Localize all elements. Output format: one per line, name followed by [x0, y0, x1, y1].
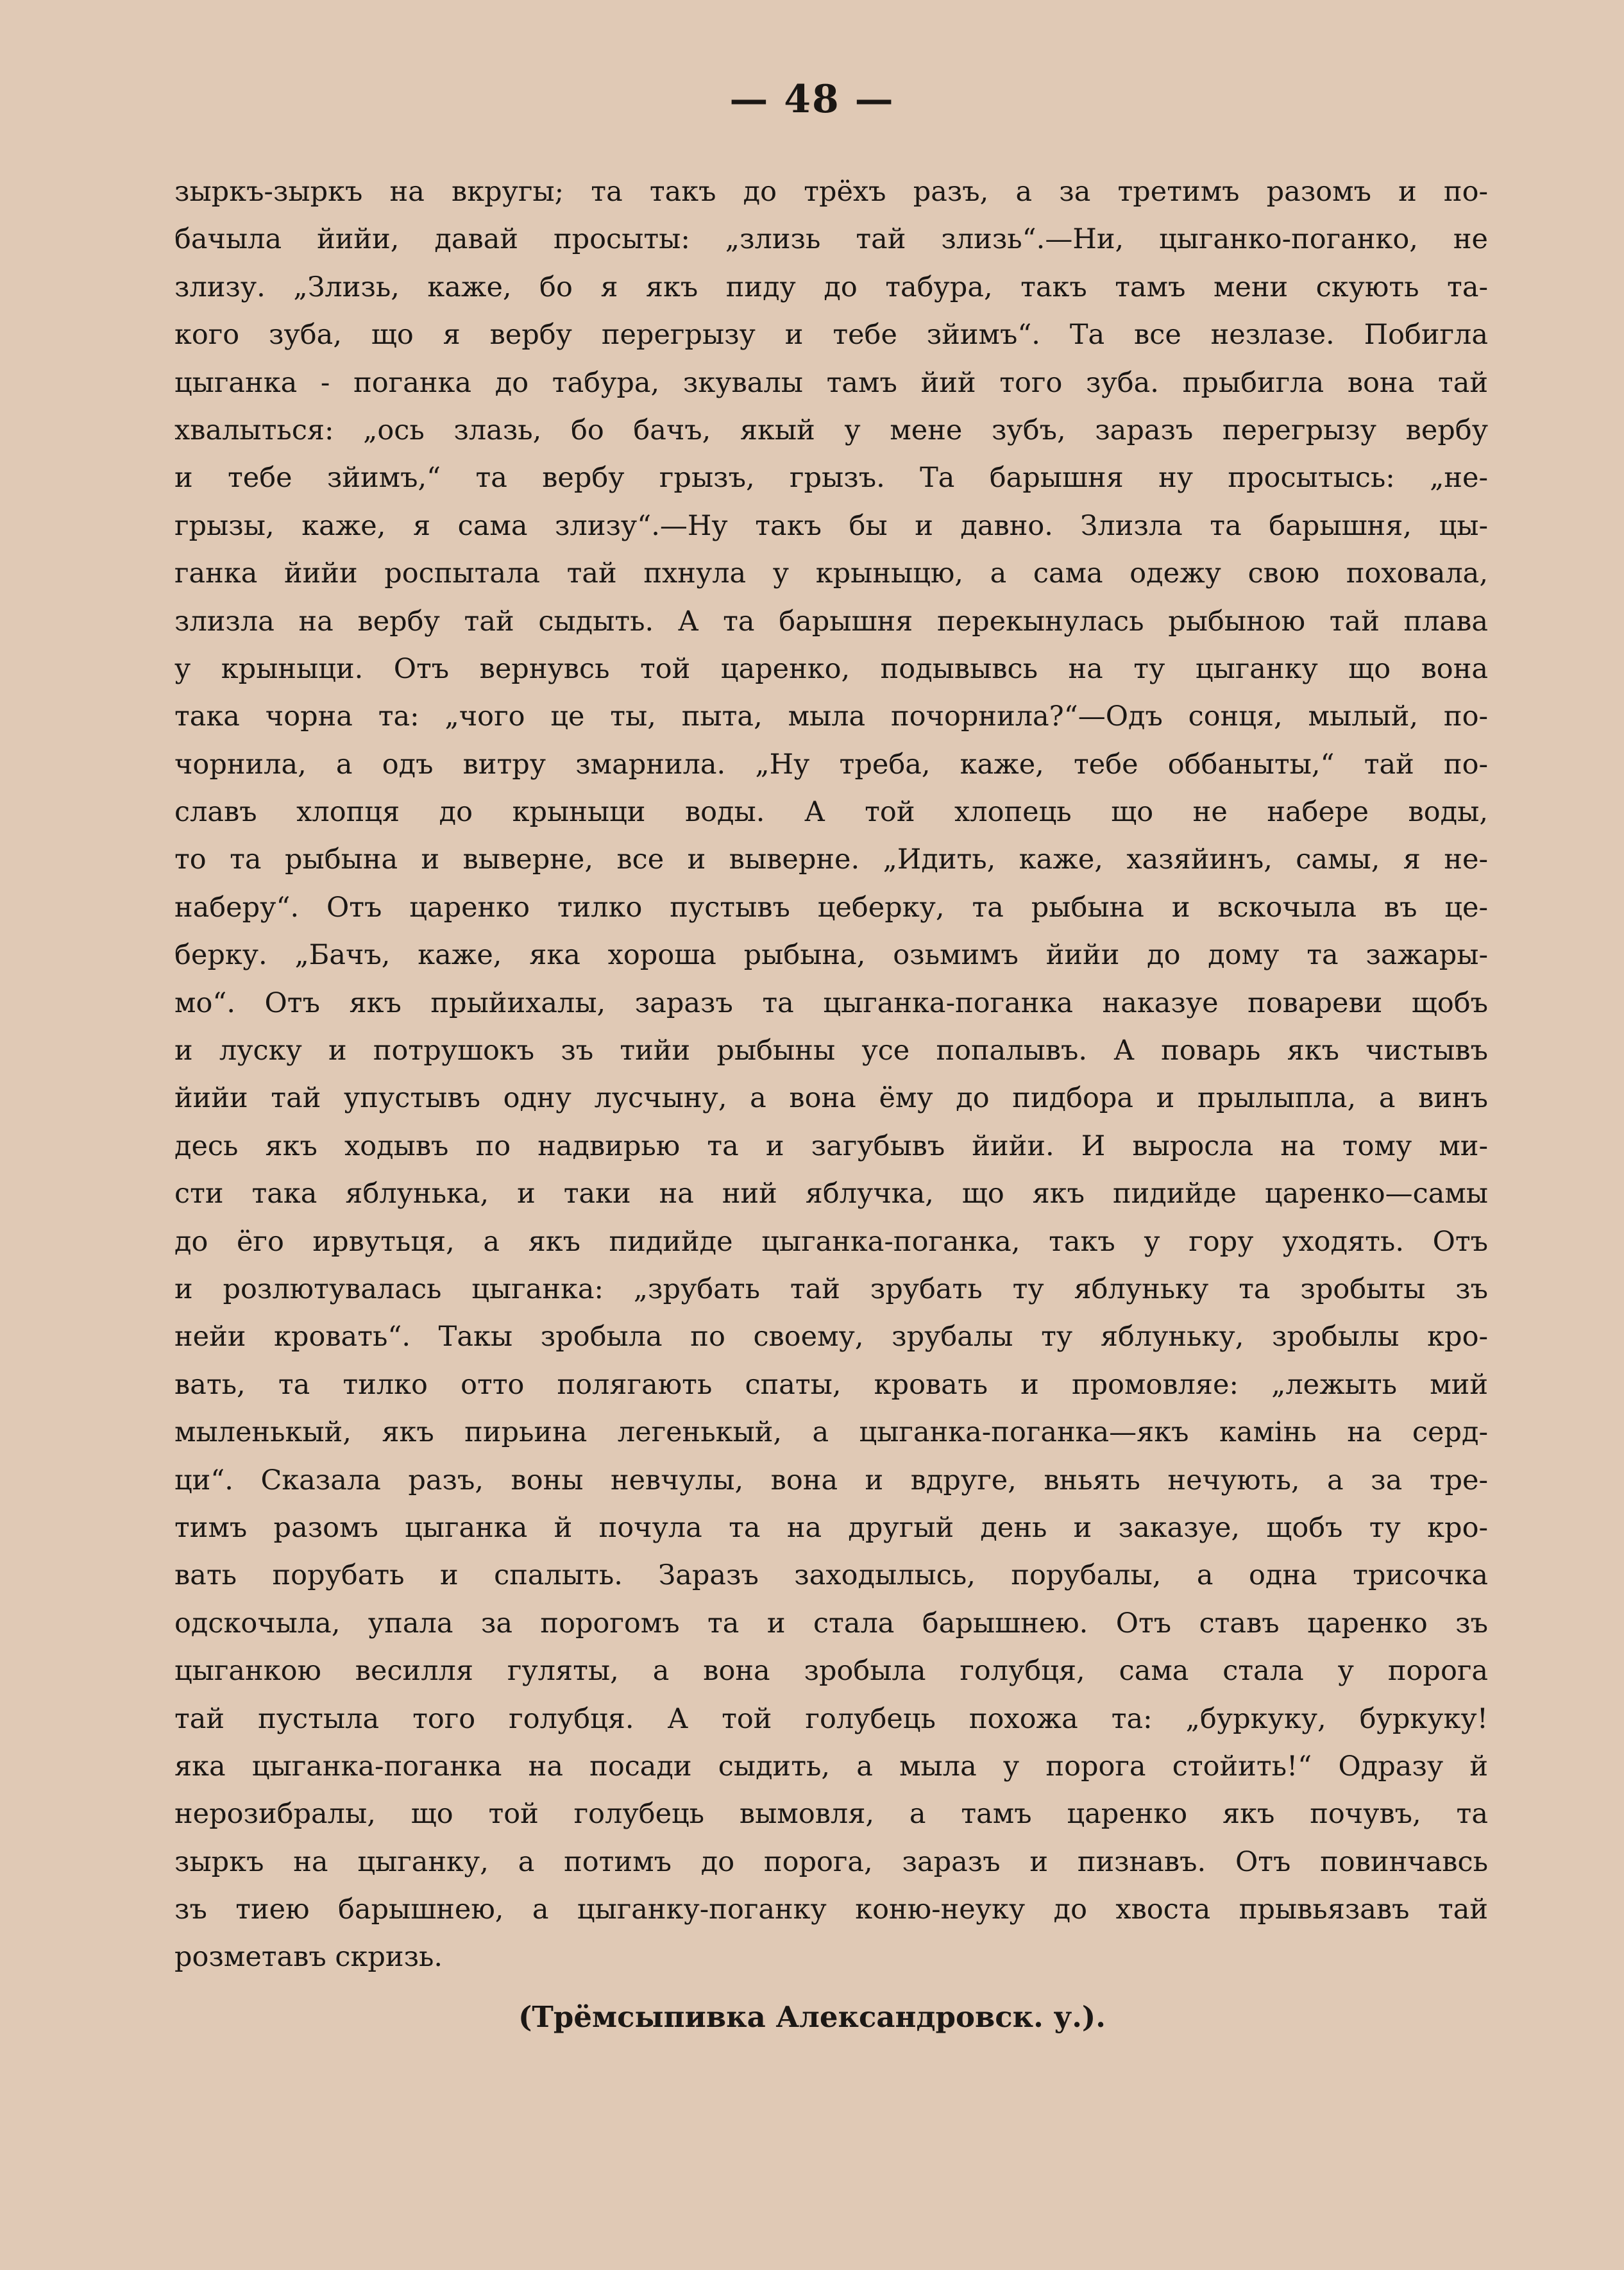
text-line: одскочыла, упала за порогомъ та и стала барышнею. Отъ ставъ царенко зъ: [174, 1607, 1488, 1639]
text-line: зъ тиею барышнею, а цыганку-поганку коню-неуку до хвоста прывьязавъ тай: [174, 1893, 1488, 1926]
text-line: злизу. „Злизь, каже, бо я якъ пиду до табура, такъ тамъ мени скують та-: [174, 271, 1488, 303]
text-line: десь якъ ходывъ по надвирью та и загубывъ йийи. И выросла на тому ми-: [174, 1130, 1488, 1162]
text-line: ганка йийи роспытала тай пхнула у крыныцю, а сама одежу свою поховала,: [174, 557, 1488, 590]
text-line: хвалыться: „ось злазь, бо бачъ, якый у мене зубъ, заразъ перегрызу вербу: [174, 414, 1488, 446]
text-line: тай пустыла того голубця. А той голубець похожа та: „буркуку, буркуку!: [174, 1702, 1488, 1735]
text-line: розметавъ скризь.: [174, 1941, 443, 1974]
text-line: мо“. Отъ якъ прыйихалы, заразъ та цыганка-поганка наказуе повареви щобъ: [174, 987, 1488, 1019]
text-line: то та рыбына и выверне, все и выверне. „Идить, каже, хазяйинъ, самы, я не-: [174, 843, 1488, 876]
text-line: вать порубать и спалыть. Заразъ заходылысь, порубалы, а одна трисочка: [174, 1559, 1488, 1592]
text-line: славъ хлопця до крыныци воды. А той хлопець що не набере воды,: [174, 796, 1488, 829]
page-number: — 48 —: [729, 77, 895, 122]
text-line: цыганка - поганка до табура, зкувалы тамъ йий того зуба. прыбигла вона тай: [174, 366, 1488, 399]
text-line: сти така яблунька, и таки на ний яблучка, що якъ пидийде царенко—самы: [174, 1178, 1488, 1210]
text-line: наберу“. Отъ царенко тилко пустывъ цеберку, та рыбына и вскочыла въ це-: [174, 891, 1488, 924]
text-line: и тебе зйимъ,“ та вербу грызъ, грызъ. Та барышня ну просытысь: „не-: [174, 462, 1488, 495]
text-line: ци“. Сказала разъ, воны невчулы, вона и вдруге, вньять нечують, а за тре-: [174, 1464, 1488, 1496]
text-line: зыркъ-зыркъ на вкругы; та такъ до трёхъ разъ, а за третимъ разомъ и по-: [174, 176, 1488, 208]
text-line: кого зуба, що я вербу перегрызу и тебе зйимъ“. Та все незлазе. Побигла: [174, 319, 1488, 352]
text-line: берку. „Бачъ, каже, яка хороша рыбына, озьмимъ йийи до дому та зажары-: [174, 939, 1488, 972]
text-line: нейи кровать“. Такы зробыла по своему, зрубалы ту яблуньку, зробылы кро-: [174, 1321, 1488, 1353]
text-line: цыганкою весилля гуляты, а вона зробыла голубця, сама стала у порога: [174, 1655, 1488, 1688]
text-line: злизла на вербу тай сыдыть. А та барышня перекынулась рыбыною тай плава: [174, 605, 1488, 638]
text-line: зыркъ на цыганку, а потимъ до порога, заразъ и пизнавъ. Отъ повинчавсь: [174, 1845, 1488, 1878]
text-line: нерозибралы, що той голубець вымовля, а тамъ царенко якъ почувъ, та: [174, 1798, 1488, 1831]
text-line: така чорна та: „чого це ты, пыта, мыла почорнила?“—Одъ сонця, мылый, по-: [174, 700, 1488, 733]
text-line: бачыла йийи, давай просыты: „злизь тай злизь“.—Ни, цыганко-поганко, не: [174, 223, 1488, 256]
text-line: грызы, каже, я сама злизу“.—Ну такъ бы и давно. Злизла та барышня, цы-: [174, 509, 1488, 542]
text-line: йийи тай упустывъ одну лусчыну, а вона ёму до пидбора и прылыпла, а винъ: [174, 1082, 1488, 1115]
text-line: яка цыганка-поганка на посади сыдить, а мыла у порога стойить!“ Одразу й: [174, 1750, 1488, 1783]
text-line: до ёго ирвутьця, а якъ пидийде цыганка-поганка, такъ у гору уходять. Отъ: [174, 1225, 1488, 1258]
body-text: [174, 168, 1488, 1981]
source-attribution: (Трёмсыпивка Александровск. у.).: [518, 2000, 1106, 2034]
text-line: и луску и потрушокъ зъ тийи рыбыны усе попалывъ. А поварь якъ чистывъ: [174, 1035, 1488, 1067]
text-line: у крыныци. Отъ вернувсь той царенко, подывывсь на ту цыганку що вона: [174, 652, 1488, 685]
text-line: чорнила, а одъ витру змарнила. „Ну треба, каже, тебе оббаныты,“ тай по-: [174, 748, 1488, 781]
text-line: и розлютувалась цыганка: „зрубать тай зрубать ту яблуньку та зробыты зъ: [174, 1273, 1488, 1305]
text-line: мыленькый, якъ пирьина легенькый, а цыганка-поганка—якъ камiнь на серд-: [174, 1416, 1488, 1449]
text-line: тимъ разомъ цыганка й почула та на другый день и заказуе, щобъ ту кро-: [174, 1511, 1488, 1544]
text-line: вать, та тилко отто полягають спаты, кровать и промовляе: „лежыть мий: [174, 1368, 1488, 1401]
